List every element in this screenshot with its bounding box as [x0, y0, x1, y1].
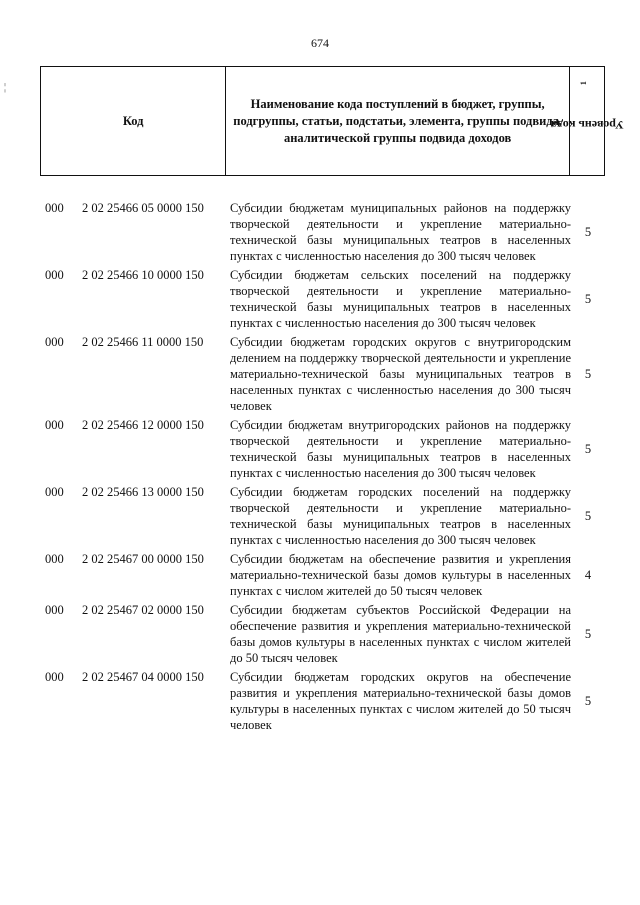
- row-prefix: 000: [45, 201, 64, 215]
- header-code: Код: [41, 67, 226, 175]
- row-prefix: 000: [45, 552, 64, 566]
- row-name: Субсидии бюджетам городских округов на обеспечение развития и укрепления материально-технической базы домов культуры в населенных пунктах с числом жителей до 50 тысяч человек: [230, 670, 571, 732]
- row-level: 5: [584, 291, 592, 306]
- table-row: [40, 602, 605, 666]
- table-header: [40, 66, 624, 176]
- row-level: 5: [584, 366, 592, 381]
- row-name: Субсидии бюджетам городских поселений на поддержку творческой деятельности и укрепление материально-технической базы муниципальных театров в населенных пунктах с численностью населения до 300 тысяч человек: [230, 485, 571, 547]
- page-number: 674: [311, 36, 329, 50]
- row-prefix: 000: [45, 418, 64, 432]
- table-row: [40, 484, 605, 548]
- row-level: 5: [584, 508, 592, 523]
- row-code: 2 02 25466 13 0000 150: [82, 485, 204, 499]
- row-name: Субсидии бюджетам субъектов Российской Федерации на обеспечение развития и укрепления материально-технической базы домов культуры в населенных пунктах с числом жителей до 50 тысяч человек: [230, 603, 571, 665]
- table-row: [40, 200, 605, 264]
- row-code: 2 02 25466 05 0000 150: [82, 201, 204, 215]
- table-row: [40, 669, 605, 733]
- row-name: Субсидии бюджетам сельских поселений на поддержку творческой деятельности и укрепление материально-технической базы муниципальных театров в населенных пунктах с численностью населения до 300 тысяч человек: [230, 268, 571, 330]
- header-level-text: Уровень кода: [551, 118, 624, 132]
- row-name: Субсидии бюджетам на обеспечение развития и укрепления материально-технической базы домов культуры в населенных пунктах с числом жителей до 50 тысяч человек: [230, 552, 571, 598]
- row-code: 2 02 25466 10 0000 150: [82, 268, 204, 282]
- row-name: Субсидии бюджетам внутригородских районов на поддержку творческой деятельности и укрепление материально-технической базы муниципальных театров в населенных пунктах с численностью населения до 300 тысяч человек: [230, 418, 571, 480]
- header-level-note: 1: [579, 81, 588, 86]
- header-level-label: [551, 81, 624, 161]
- table-body: [40, 200, 605, 736]
- row-code: 2 02 25466 12 0000 150: [82, 418, 204, 432]
- header-name: Наименование кода поступлений в бюджет, группы, подгруппы, статьи, подстатьи, элемента, группы подвида, аналитической группы подвида доходов: [226, 67, 570, 175]
- row-level: 5: [584, 224, 592, 239]
- row-name: Субсидии бюджетам городских округов с внутригородским делением на поддержку творческой деятельности и укрепление материально-технической базы муниципальных театров в населенных пунктах с численностью населения до 300 тысяч человек: [230, 335, 571, 413]
- row-code: 2 02 25467 00 0000 150: [82, 552, 204, 566]
- row-level: 4: [584, 567, 592, 582]
- row-level: 5: [584, 693, 592, 708]
- table-row: [40, 551, 605, 599]
- table-row: [40, 267, 605, 331]
- margin-mark: ¦: [4, 82, 7, 93]
- row-name: Субсидии бюджетам муниципальных районов на поддержку творческой деятельности и укрепление материально-технической базы муниципальных театров в населенных пунктах с численностью населения до 300 тысяч человек: [230, 201, 571, 263]
- row-prefix: 000: [45, 603, 64, 617]
- table-row: [40, 334, 605, 414]
- row-prefix: 000: [45, 268, 64, 282]
- row-prefix: 000: [45, 335, 64, 349]
- row-prefix: 000: [45, 670, 64, 684]
- row-code: 2 02 25467 02 0000 150: [82, 603, 204, 617]
- row-code: 2 02 25466 11 0000 150: [82, 335, 204, 349]
- table-row: [40, 417, 605, 481]
- row-code: 2 02 25467 04 0000 150: [82, 670, 204, 684]
- row-level: 5: [584, 441, 592, 456]
- row-level: 5: [584, 626, 592, 641]
- row-prefix: 000: [45, 485, 64, 499]
- header-level: [551, 67, 624, 175]
